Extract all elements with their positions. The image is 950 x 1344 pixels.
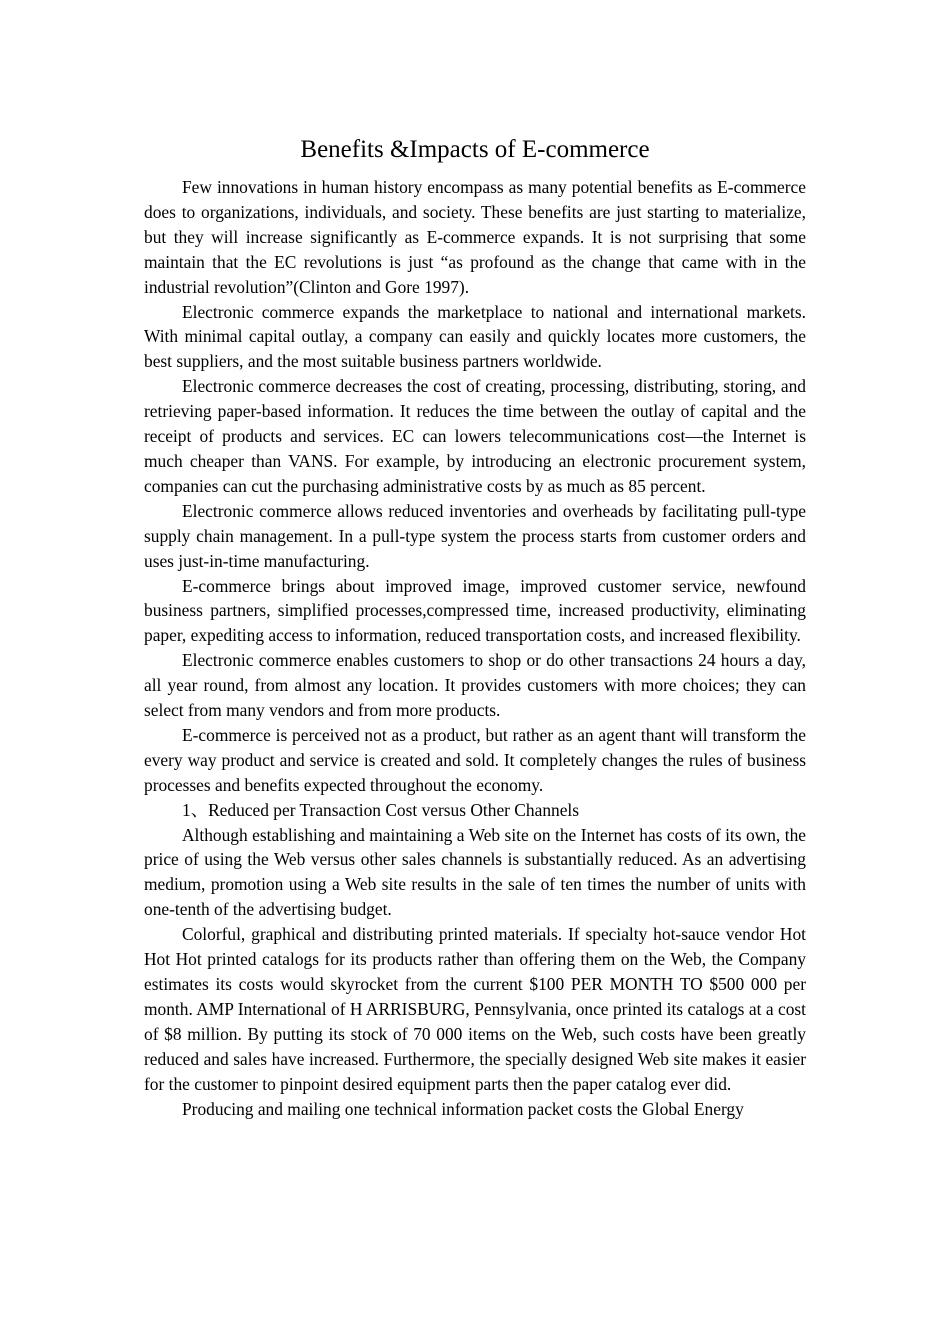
paragraph-printed-materials: Colorful, graphical and distributing printed materials. If specialty hot-sauce vendor Hot Hot Hot printed catalogs for its products rather than offering them on the Web, the Company estimates its costs would skyrocket from the current $100 PER MONTH TO $500 000 per month. AMP International of H ARRISBURG, Pennsylvania, once printed its catalogs at a cost of $8 million. By putting its stock of 70 000 items on the Web, such costs have been greatly reduced and sales have increased. Furthermore, the specially designed Web site makes it easier for the customer to pinpoint desired equipment parts then the paper catalog ever did.: [144, 924, 806, 1094]
paragraph-inventories: Electronic commerce allows reduced inventories and overheads by facilitating pull-type supply chain management. In a pull-type system the process starts from customer orders and uses just-in-time manufacturing.: [144, 500, 806, 571]
paragraph-web-site-costs: Although establishing and maintaining a Web site on the Internet has costs of its own, the price of using the Web versus other sales channels is substantially reduced. As an advertising medium, promotion using a Web site results in the sale of ten times the number of units with one-tenth of the advertising budget.: [144, 824, 806, 920]
paragraph-customers: Electronic commerce enables customers to shop or do other transactions 24 hours a day, all year round, from almost any location. It provides customers with more choices; they can select from many vendors and from more products.: [144, 650, 806, 721]
paragraph-marketplace: Electronic commerce expands the marketplace to national and international markets. With minimal capital outlay, a company can easily and quickly locates more customers, the best suppliers, and the most suitable business partners worldwide.: [144, 301, 806, 372]
paragraph-intro: Few innovations in human history encompass as many potential benefits as E-commerce does to organizations, individuals, and society. These benefits are just starting to materialize, but they will increase significantly as E-commerce expands. It is not surprising that some maintain that the EC revolutions is just “as profound as the change that came with in the industrial revolution”(Clinton and Gore 1997).: [144, 177, 806, 297]
paragraph-information-packet: Producing and mailing one technical information packet costs the Global Energy: [182, 1098, 744, 1119]
document-title: Benefits &Impacts of E-commerce: [300, 136, 650, 163]
paragraph-cost-reduction: Electronic commerce decreases the cost of creating, processing, distributing, storing, and retrieving paper-based information. It reduces the time between the outlay of capital and the receipt of products and services. EC can lowers telecommunications cost—the Internet is much cheaper than VANS. For example, by introducing an electronic procurement system, companies can cut the purchasing administrative costs by as much as 85 percent.: [144, 376, 806, 496]
section-heading-transaction-cost: 1、Reduced per Transaction Cost versus Other Channels: [182, 799, 580, 820]
paragraph-improvements: E-commerce brings about improved image, improved customer service, newfound business partners, simplified processes,compressed time, increased productivity, eliminating paper, expediting access to information, reduced transportation costs, and increased flexibility.: [144, 575, 806, 646]
paragraph-agent: E-commerce is perceived not as a product, but rather as an agent thant will transform the every way product and service is created and sold. It completely changes the rules of business processes and benefits expected throughout the economy.: [144, 724, 806, 795]
document-page: [144, 133, 806, 1121]
